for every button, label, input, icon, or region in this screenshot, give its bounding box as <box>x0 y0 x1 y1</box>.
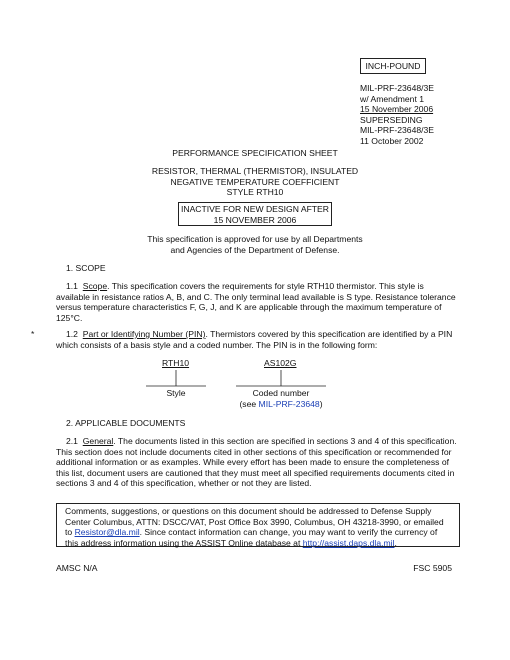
inactive-notice <box>178 202 332 226</box>
paragraph-2-1-number: 2.1 <box>66 436 78 446</box>
document-identifier-block <box>360 83 490 147</box>
paragraph-1-2-title: Part or Identifying Number (PIN) <box>82 329 206 339</box>
pin-coded-label <box>226 388 336 409</box>
email-link[interactable]: Resistor@dla.mil <box>74 527 140 538</box>
coded-see-reference <box>226 399 336 410</box>
approval-line-1: This specification is approved for use by all Departments <box>147 234 363 244</box>
paragraph-2-1-title: General <box>82 436 114 446</box>
comments-box <box>56 503 460 547</box>
pin-style-code: RTH10 <box>162 358 190 368</box>
title-line-1: RESISTOR, THERMAL (THERMISTOR), INSULATED <box>151 166 359 176</box>
comments-text-1: Comments, suggestions, or questions on this document should be addressed to Defense Supply Center Columbus, ATTN: DSCC/VAT, Post Office Box 3990, Columbus, OH 43218-3990, or emailed to <box>65 506 444 538</box>
paragraph-1-1 <box>56 281 456 323</box>
inch-pound-badge <box>360 58 426 74</box>
see-suffix: ) <box>319 398 323 409</box>
footer-amsc: AMSC N/A <box>56 563 98 573</box>
paragraph-1-2-number: 1.2 <box>66 329 78 339</box>
paragraph-1-1-number: 1.1 <box>66 281 78 291</box>
change-marker: * <box>31 329 35 339</box>
pin-diagram <box>140 356 340 414</box>
spec-link[interactable]: MIL-PRF-23648 <box>258 398 320 409</box>
paragraph-1-1-text: . This specification covers the requirements for style RTH10 thermistor. This style is available in resistance ratios A, B, and C. The only terminal lead available is S type. Resistance tolerance versus temperature characteristics F, G, J, and K are applicable through the maximum temperature of 125°C. <box>56 281 456 323</box>
title-line-3: STYLE RTH10 <box>226 187 284 198</box>
document-title <box>0 166 510 198</box>
paragraph-1-2-text: . Thermistors covered by this specification are identified by a PIN which consists of a basis style and a coded number. The PIN is in the following form: <box>56 329 453 350</box>
superseded-date: 11 October 2002 <box>360 135 424 146</box>
paragraph-2-1-text: . The documents listed in this section are specified in sections 3 and 4 of this specification. This section does not include documents cited in other sections of this specification or recommended for additional information or as examples. While every effort has been made to ensure the completeness of this list, document users are cautioned that they must meet all specified requirements documents cited in sections 3 and 4 of this specification, whether or not they are listed. <box>56 436 457 489</box>
comments-text <box>65 506 451 548</box>
section-1-heading: 1. SCOPE <box>66 263 106 273</box>
approval-statement <box>0 234 510 255</box>
superseded-spec: MIL-PRF-23648/3E <box>360 125 435 136</box>
inactive-line-2: 15 NOVEMBER 2006 <box>213 214 297 225</box>
superseding-label: SUPERSEDING <box>360 114 423 125</box>
footer-fsc: FSC 5905 <box>413 563 452 573</box>
section-2-heading: 2. APPLICABLE DOCUMENTS <box>66 418 186 428</box>
comments-text-2: . Since contact information can change, you may want to verify the currency of this address information using the ASSIST Online database at <box>65 527 438 548</box>
pin-coded-example: AS102G <box>264 358 297 368</box>
pin-style-label: Style <box>166 388 186 398</box>
coded-number-text: Coded number <box>252 388 310 398</box>
assist-url-link[interactable]: http://assist.daps.dla.mil <box>302 537 395 548</box>
paragraph-1-1-title: Scope <box>82 281 108 291</box>
approval-line-2: and Agencies of the Department of Defense. <box>170 244 340 255</box>
paragraph-1-2 <box>56 329 456 350</box>
amendment: w/ Amendment 1 <box>360 93 425 104</box>
badge-text: INCH-POUND <box>365 61 421 71</box>
title-line-2: NEGATIVE TEMPERATURE COEFFICIENT <box>170 176 340 187</box>
inactive-line-1: INACTIVE FOR NEW DESIGN AFTER <box>180 204 329 214</box>
see-prefix: (see <box>239 398 259 409</box>
spec-number: MIL-PRF-23648/3E <box>360 83 435 93</box>
issue-date: 15 November 2006 <box>360 104 434 115</box>
sheet-title: PERFORMANCE SPECIFICATION SHEET <box>172 148 338 158</box>
comments-text-3: . <box>394 537 397 548</box>
paragraph-2-1 <box>56 436 458 489</box>
